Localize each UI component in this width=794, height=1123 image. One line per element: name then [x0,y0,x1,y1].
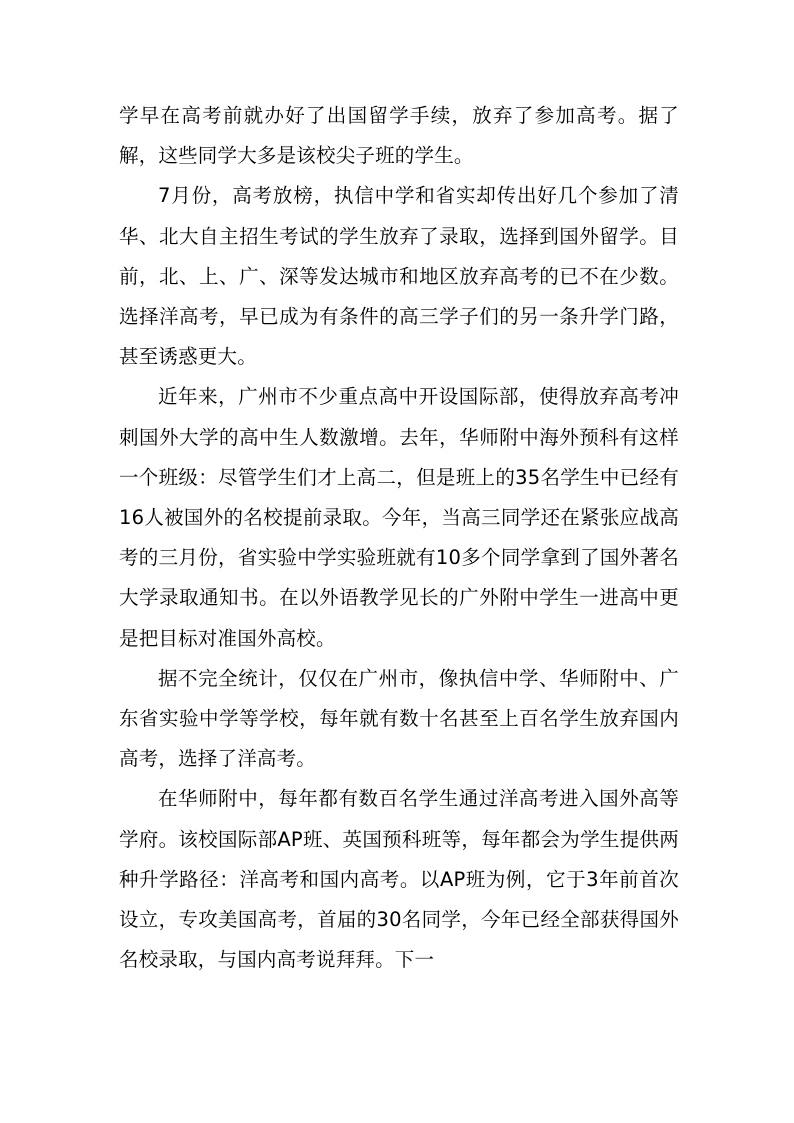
paragraph-2: 7月份，高考放榜，执信中学和省实却传出好几个参加了清华、北大自主招生考试的学生放弃了录取，选择到国外留学。目前，北、上、广、深等发达城市和地区放弃高考的已不在少数。选择洋高考，早已成为有条件的高三学子们的另一条升学门路，甚至诱惑更大。 [119,184,679,369]
paragraph-3: 近年来，广州市不少重点高中开设国际部，使得放弃高考冲刺国外大学的高中生人数激增。去年，华师附中海外预科有这样一个班级：尽管学生们才上高二，但是班上的35名学生中已经有16人被国外的名校提前录取。今年，当高三同学还在紧张应战高考的三月份，省实验中学实验班就有10多个同学拿到了国外著名大学录取通知书。在以外语教学见长的广外附中学生一进高中更是把目标对准国外高校。 [119,385,679,650]
document-body [119,96,679,980]
paragraph-4: 据不完全统计，仅仅在广州市，像执信中学、华师附中、广东省实验中学等学校，每年就有数十名甚至上百名学生放弃国内高考，选择了洋高考。 [119,666,679,771]
paragraph-1: 学早在高考前就办好了出国留学手续，放弃了参加高考。据了解，这些同学大多是该校尖子班的学生。 [119,104,679,168]
paragraph-5: 在华师附中，每年都有数百名学生通过洋高考进入国外高等学府。该校国际部AP班、英国预科班等，每年都会为学生提供两种升学路径：洋高考和国内高考。以AP班为例，它于3年前首次设立，专攻美国高考，首届的30名同学，今年已经全部获得国外名校录取，与国内高考说拜拜。下一 [119,787,679,972]
